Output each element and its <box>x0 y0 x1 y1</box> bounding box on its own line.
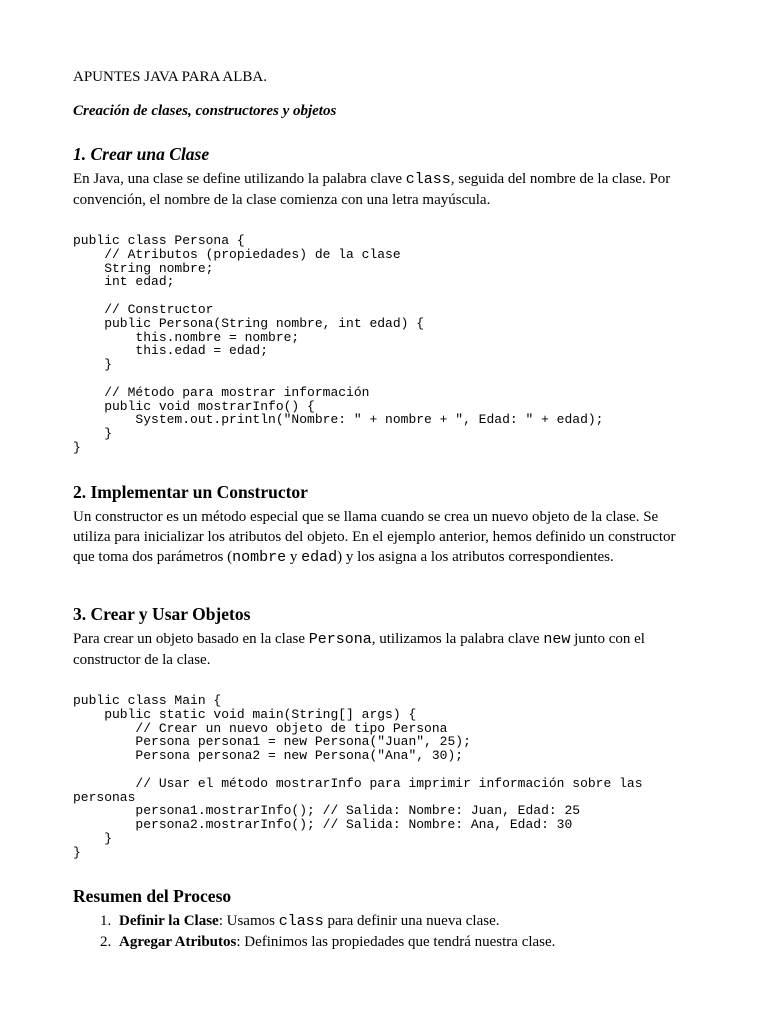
summary-item-text-a: : Definimos las propiedades que tendrá nuestra clase. <box>236 934 556 950</box>
document-subtitle: Creación de clases, constructores y objetos <box>73 103 337 119</box>
summary-item-text-b: para definir una nueva clase. <box>323 913 500 929</box>
section-3-heading: 3. Crear y Usar Objetos <box>73 604 251 624</box>
summary-item-text-a: : Usamos <box>218 913 279 929</box>
section-3-text-b: junto con el constructor de la clase. <box>73 631 645 668</box>
section-2-text-a: Un constructor es un método especial que se llama cuando se crea un nuevo objeto de la clase. Se utiliza para inicializar los atributos del objeto. En el ejemplo anterior, hemos definido un constructor que toma dos parámetros ( <box>73 509 676 565</box>
inline-code-edad: edad <box>301 549 338 566</box>
section-3-text-mid: , utilizamos la palabra clave <box>371 631 544 647</box>
code-block-persona: public class Persona { // Atributos (propiedades) de la clase String nombre; int edad; // Constructor public Persona(String nombre, int edad) { this.nombre = nombre; this.edad = edad; } // Método para mostrar información public void mostrarInfo() { System.out.println("Nombre: " + nombre + ", Edad: " + edad); } } <box>73 233 604 455</box>
section-2-paragraph <box>73 507 698 568</box>
summary-list <box>73 911 698 952</box>
summary-item-2 <box>73 932 698 952</box>
section-2-heading: 2. Implementar un Constructor <box>73 482 308 502</box>
summary-heading: Resumen del Proceso <box>73 886 232 906</box>
inline-code-new: new <box>543 631 571 648</box>
summary-item-number: 2. <box>100 934 112 950</box>
summary-item-term: Agregar Atributos <box>119 934 237 950</box>
section-1-heading: 1. Crear una Clase <box>73 144 210 164</box>
summary-item-number: 1. <box>100 913 112 929</box>
section-3-paragraph <box>73 629 698 670</box>
code-block-main: public class Main { public static void main(String[] args) { // Crear un nuevo objeto de tipo Persona Persona persona1 = new Persona("Juan", 25); Persona persona2 = new Persona("Ana", 30); // Usar el método mostrarInfo para imprimir información sobre las personas persona1.mostrarInfo(); // Salida: Nombre: Juan, Edad: 25 persona2.mostrarInfo(); // Salida: Nombre: Ana, Edad: 30 } } <box>73 693 643 860</box>
document-title: APUNTES JAVA PARA ALBA. <box>73 69 267 85</box>
section-2-text-b: ) y los asigna a los atributos correspondientes. <box>337 549 614 565</box>
inline-code-class: class <box>278 913 324 930</box>
summary-item-1 <box>73 911 698 932</box>
inline-code-persona: Persona <box>308 631 372 648</box>
summary-item-term: Definir la Clase <box>119 913 219 929</box>
section-1-paragraph <box>73 169 698 210</box>
section-1-text-b: , seguida del nombre de la clase. Por convención, el nombre de la clase comienza con una letra mayúscula. <box>73 171 671 208</box>
inline-code-nombre: nombre <box>232 549 287 566</box>
section-2-text-mid: y <box>286 549 302 565</box>
section-3-text-a: Para crear un objeto basado en la clase <box>73 631 309 647</box>
inline-code-class: class <box>405 171 451 188</box>
section-1-text-a: En Java, una clase se define utilizando la palabra clave <box>73 171 406 187</box>
